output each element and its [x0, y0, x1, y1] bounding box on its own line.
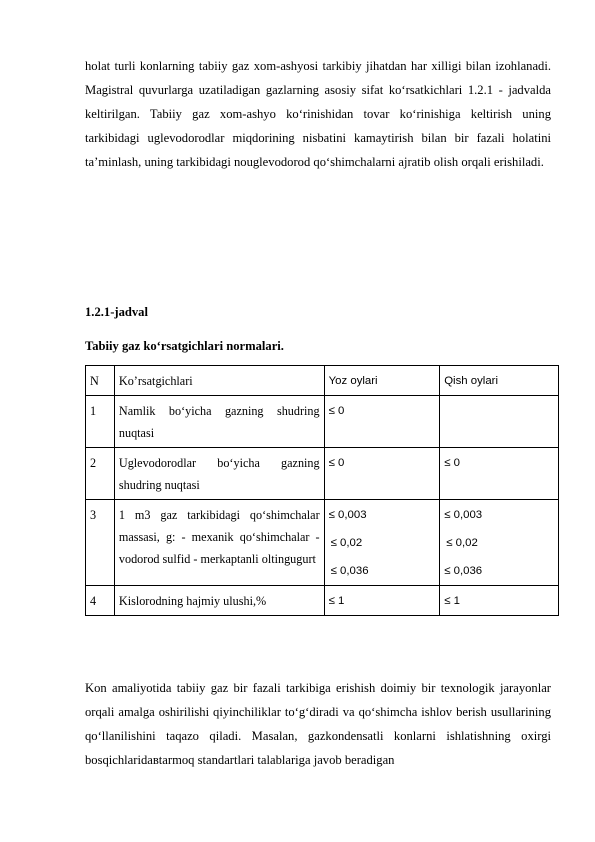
row-winter-value: ≤ 1	[440, 586, 559, 616]
header-summer: Yoz oylari	[324, 366, 440, 396]
row-winter-value: ≤ 0	[440, 448, 559, 500]
row-number: 1	[86, 396, 115, 448]
winter-value-hydrogen-sulfide: ≤ 0,02	[446, 537, 478, 549]
row-winter-values	[440, 500, 559, 586]
summer-value-mechanical: ≤ 0,003	[328, 509, 367, 521]
winter-value-mercaptan: ≤ 0,036	[444, 565, 483, 577]
table-row	[86, 500, 559, 586]
row-number: 2	[86, 448, 115, 500]
table-title: Tabiiy gaz ko‘rsatgichlari normalari.	[85, 339, 284, 353]
intro-paragraph: holat turli konlarning tabiiy gaz xom-ashyosi tarkibiy jihatdan har xilligi bilan izohlanadi. Magistral quvurlarga uzatiladigan gazlarning asosiy sifat ko‘rsatkichlari 1.2.1 - jadvalda keltirilgan. Tabiiy gaz xom-ashyo ko‘rinishidan tovar ko‘rinishiga keltirish uning tarkibidagi uglevodorodlar miqdorining nisbatini kamaytirish bilan bir fazali holatini ta’minlash, uning tarkibidagi nouglevodorod qo‘shimchalarni ajratib olish orqali erishiladi.	[85, 59, 551, 169]
row-summer-values	[324, 500, 440, 586]
row-summer-value: ≤ 0	[324, 448, 440, 500]
row-number: 4	[86, 586, 115, 616]
summer-value-hydrogen-sulfide: ≤ 0,02	[330, 537, 363, 549]
row-indicator: Kislorodning hajmiy ulushi,%	[114, 586, 324, 616]
row-indicator: Uglevodorodlar bo‘yicha gazning shudring nuqtasi	[114, 448, 324, 500]
header-indicator: Ko’rsatgichlari	[114, 366, 324, 396]
winter-value-mechanical: ≤ 0,003	[444, 509, 483, 521]
row-winter-value	[440, 396, 559, 448]
table-header-row	[86, 366, 559, 396]
table-row	[86, 448, 559, 500]
table-caption: 1.2.1-jadval	[85, 305, 148, 319]
table-row	[86, 586, 559, 616]
row-summer-value: ≤ 0	[324, 396, 440, 448]
table-row	[86, 396, 559, 448]
summer-value-mercaptan: ≤ 0,036	[330, 565, 369, 577]
outro-paragraph: Kon amaliyotida tabiiy gaz bir fazali tarkibiga erishish doimiy bir texnologik jarayonlar orqali amalga oshirilishi qiyinchiliklar to‘g‘diradi va qo‘shimcha ishlov berish usullarining qo‘llanilishini taqazo qiladi. Masalan, gazkondensatli konlarni ishlatishning oxirgi bosqichlaridaвtarmoq standartlari talablariga javob beradigan	[85, 681, 551, 767]
row-number: 3	[86, 500, 115, 586]
gas-norms-table	[85, 365, 559, 616]
row-indicator: 1 m3 gaz tarkibidagi qo‘shimchalar massasi, g: - mexanik qo‘shimchalar - vodorod sulfid - merkaptanli oltingugurt	[114, 500, 324, 586]
row-summer-value: ≤ 1	[324, 586, 440, 616]
header-n: N	[86, 366, 115, 396]
row-indicator: Namlik bo‘yicha gazning shudring nuqtasi	[114, 396, 324, 448]
header-winter: Qish oylari	[440, 366, 559, 396]
